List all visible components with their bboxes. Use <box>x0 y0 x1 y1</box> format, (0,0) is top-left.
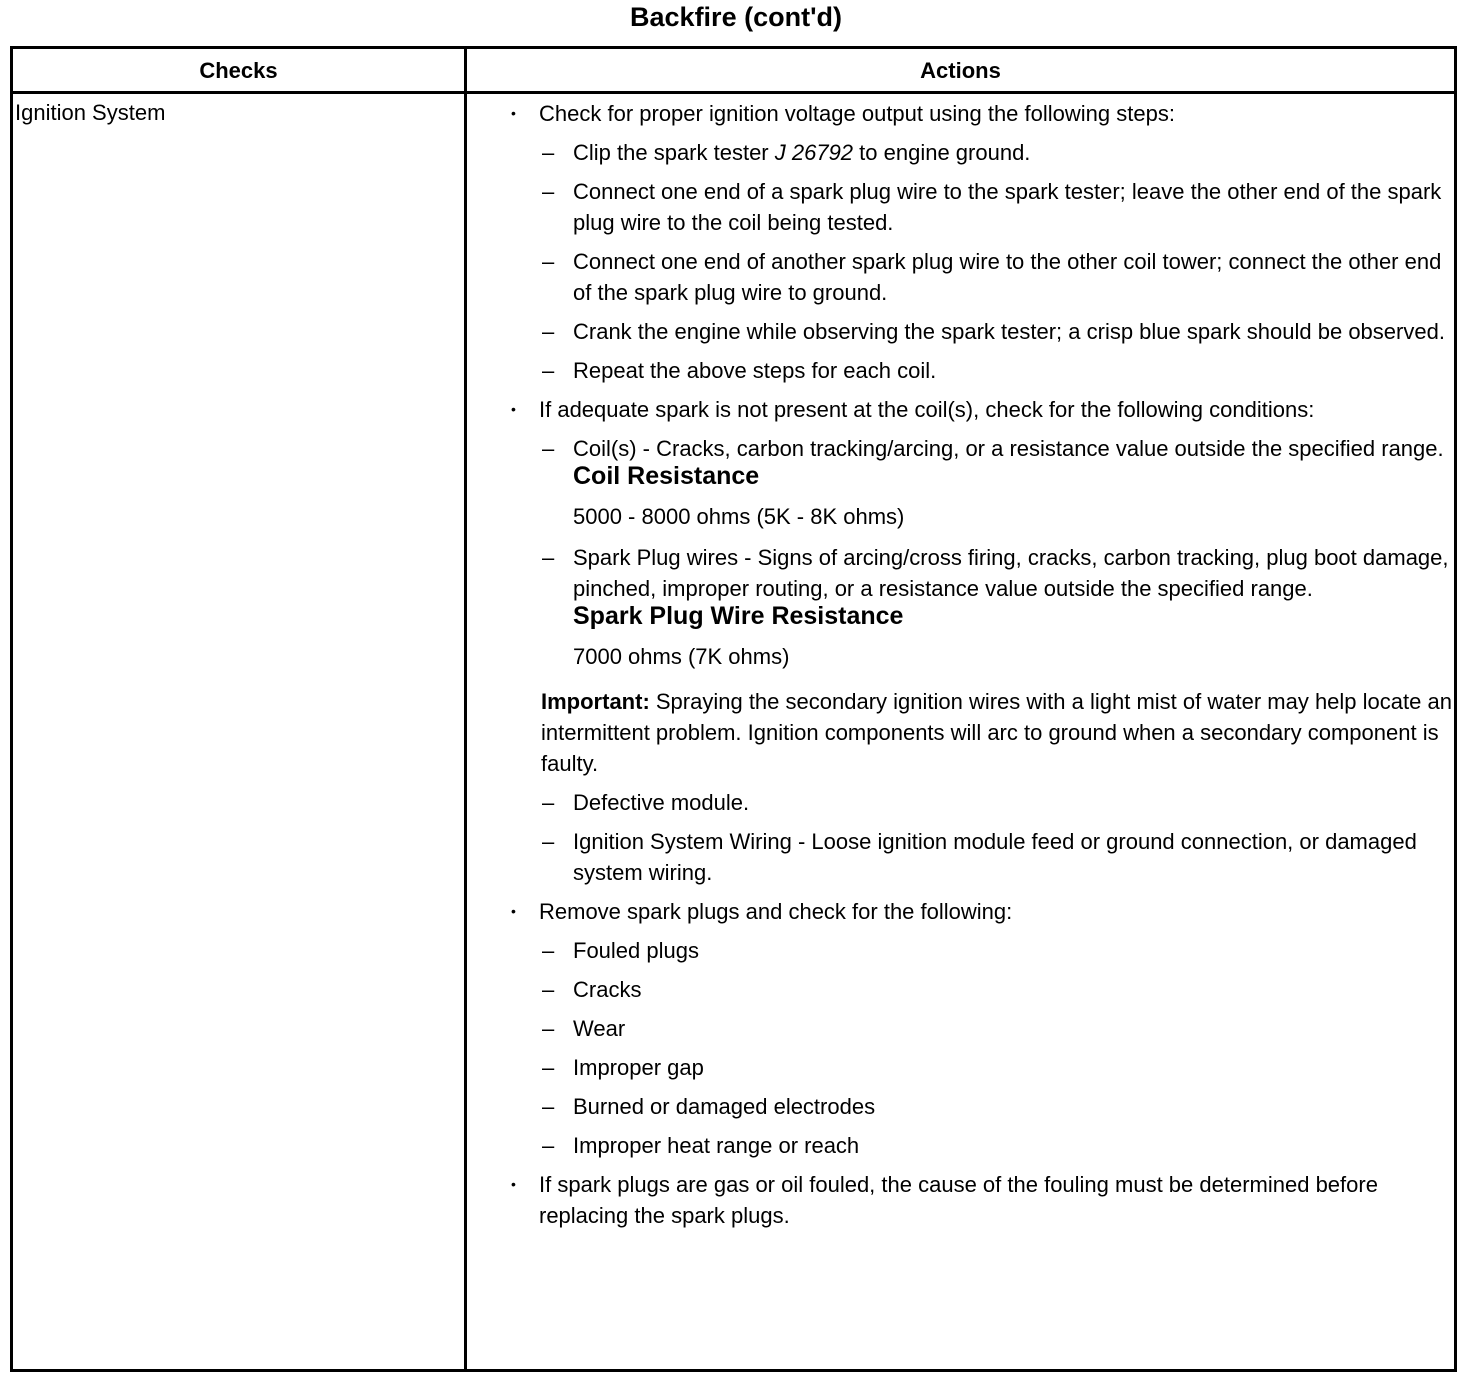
step-repeat: – Repeat the above steps for each coil. <box>509 355 1454 386</box>
cond-coils: – Coil(s) - Cracks, carbon tracking/arcing, or a resistance value outside the specified range. <box>509 433 1454 464</box>
bullet-remove-plugs: • Remove spark plugs and check for the following: <box>509 896 1454 927</box>
header-actions: Actions <box>920 58 1001 83</box>
important-label: Important: <box>541 689 650 714</box>
step-clip-tester <box>509 137 1454 168</box>
step-connect-wire: – Connect one end of a spark plug wire to the spark tester; leave the other end of the spark plug wire to the coil being tested. <box>509 176 1454 238</box>
step-connect-another: – Connect one end of another spark plug wire to the other coil tower; connect the other end of the spark plug wire to ground. <box>509 246 1454 308</box>
coil-resistance-heading: Coil Resistance <box>573 462 760 490</box>
table-header <box>13 49 1454 94</box>
plug-check-item: – Fouled plugs <box>509 935 1454 966</box>
plug-check-item: – Improper gap <box>509 1052 1454 1083</box>
step-text: Clip the spark tester <box>573 140 775 165</box>
step-text: to engine ground. <box>853 140 1031 165</box>
tool-number: J 26792 <box>774 140 854 165</box>
cond-wiring: – Ignition System Wiring - Loose ignition module feed or ground connection, or damaged system wiring. <box>509 826 1454 888</box>
bullet-voltage-check: • Check for proper ignition voltage output using the following steps: <box>509 98 1454 129</box>
plug-check-item: – Wear <box>509 1013 1454 1044</box>
cond-defective-module: – Defective module. <box>509 787 1454 818</box>
bullet-fouled-plugs: • If spark plugs are gas or oil fouled, the cause of the fouling must be determined before replacing the spark plugs. <box>509 1169 1454 1231</box>
step-crank: – Crank the engine while observing the spark tester; a crisp blue spark should be observed. <box>509 316 1454 347</box>
column-divider <box>464 49 467 1369</box>
actions-cell <box>509 98 1454 1239</box>
plug-check-item: – Improper heat range or reach <box>509 1130 1454 1161</box>
important-note <box>509 686 1454 779</box>
plug-check-item: – Burned or damaged electrodes <box>509 1091 1454 1122</box>
check-ignition-system: Ignition System <box>15 100 166 125</box>
important-text: Spraying the secondary ignition wires with a light mist of water may help locate an intermittent problem. Ignition components will arc to ground when a secondary component is faulty. <box>541 689 1452 776</box>
coil-resistance-value: 5000 - 8000 ohms (5K - 8K ohms) <box>573 504 905 529</box>
cond-spark-plug-wires: – Spark Plug wires - Signs of arcing/cross firing, cracks, carbon tracking, plug boot damage, pinched, improper routing, or a resistance value outside the specified range. <box>509 542 1454 604</box>
bullet-inadequate-spark: • If adequate spark is not present at the coil(s), check for the following conditions: <box>509 394 1454 425</box>
diagnostic-table <box>10 46 1457 1372</box>
wire-resistance-heading: Spark Plug Wire Resistance <box>573 602 904 630</box>
page-title: Backfire (cont'd) <box>630 2 842 32</box>
wire-resistance-value: 7000 ohms (7K ohms) <box>573 644 790 669</box>
plug-check-item: – Cracks <box>509 974 1454 1005</box>
header-checks: Checks <box>199 58 278 83</box>
